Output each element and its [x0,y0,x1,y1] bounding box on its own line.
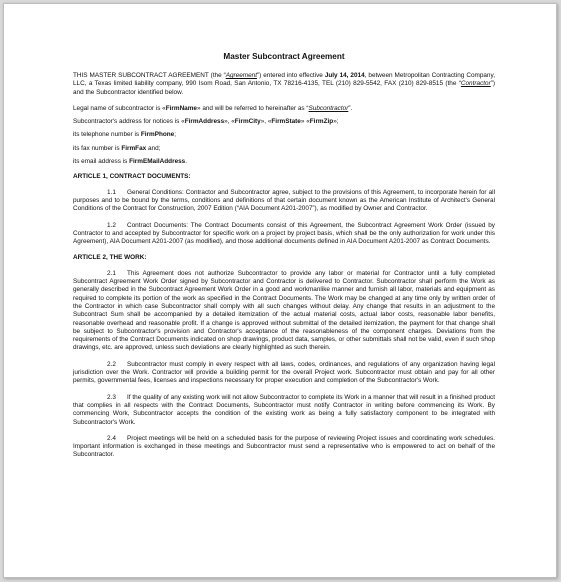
contractor-term: Contractor [460,80,491,88]
line-text: », « [224,118,235,126]
effective-date: July 14, 2014 [324,72,365,79]
line-text: its email address is [73,158,130,166]
page-title: Master Subcontract Agreement [223,52,345,61]
section-number: 2.4 [107,434,116,442]
firm-email-field: FirmEMailAddress [129,158,186,166]
intro-text: , between Metropolitan Contracting Company, LLC, a Texas limited liability company, 990 Isom Road, San Antonio, TX 78216-4135, TEL (210) 829-5542, FAX (210) 829-8515 (the “ [73,72,495,88]
intro-text: ”) and the Subcontractor identified below. [73,80,495,96]
section-2-1 [73,270,495,353]
firm-state-field: FirmState [271,118,301,126]
line-text: » « [300,118,310,126]
section-number: 1.2 [107,221,116,229]
firm-phone-field: FirmPhone [140,131,175,139]
section-text: General Conditions: Contractor and Subcontractor agree, subject to the provisions of this Agreement, to incorporate herein for all purposes and to be bound by the terms, conditions and definitions of that certain document known as the American Institute of Architect's General Conditions of the Contract for Construction, 2007 Edition (“AIA Document A201-2007”), as modified by Owner and Contractor. [73,188,495,213]
intro-paragraph [73,72,495,97]
article-1-heading: ARTICLE 1, CONTRACT DOCUMENTS: [73,173,191,181]
email-line [73,158,495,166]
section-text: Contract Documents: The Contract Documents consist of this Agreement, the Subcontract Agreement Work Order (issued by Contractor to and accepted by Subcontractor for specific work on a project by project basis, which shall be the only authorization for work under this Agreement), AIA Document A201-2007 (as modified), and those additional documents defined in AIA Document A201-2007 as Contract Documents. [73,221,495,246]
document-body [73,52,495,466]
firm-address-field: FirmAddress [184,118,225,126]
agreement-term: Agreement [225,72,257,79]
firm-fax-field: FirmFax [121,144,147,152]
section-text: This Agreement does not authorize Subcontractor to provide any labor or material for Contractor until a fully completed Subcontract Agreement Work Order signed by Subcontractor and Contractor is delivered to Contractor. Subcontractor shall perform the Work as generally described in the Subcontract Agreement Work Order in a good and workmanlike manner and furnish all labor, materials and equipment as required to complete its portion of the work as specified in the Contract Documents. The Work may be changed at any time only by written order of the Contractor in which case Subcontractor shall comply with all such changes without delay. Any change that results in an adjustment to the Subcontract Sum shall be accompanied by a detailed itemization of the actual material costs, actual labor costs, reasonable labor benefits, reasonable overhead and reasonable profit. If a change is approved without submittal of the detailed itemization, the payment for that change shall be subject to Subcontractor's provision and Contractor's acceptance of the reasonableness of the component charges. Deviations from the requirements of the Contract Documents indicated on shop drawings, product data, samples, or other submittals shall not be valid, even if such shop drawings, etc. are approved, unless such deviations are clearly highlighted as such therein. [73,269,495,352]
document-page [3,3,557,578]
section-2-4 [73,435,495,460]
line-text: . [185,158,188,166]
section-number: 2.3 [107,393,116,401]
section-text: If the quality of any existing work will not allow Subcontractor to complete its Work in a manner that will result in a finished product that complies in all respects with the Contract Documents, Subcontractor must notify Contractor in writing before commencing its Work. By commencing Work, Subcontractor accepts the condition of the existing work as being a fully satisfactory component to be integrated with Subcontractor's Work. [73,393,495,426]
intro-text: ”) entered into effective [257,72,325,79]
line-text: »; [333,118,339,126]
line-text: and; [146,144,161,152]
section-1-2 [73,222,495,247]
line-text: Subcontractor's address for notices is « [73,118,185,126]
section-text: Subcontractor must comply in every respect with all laws, codes, ordinances, and regulations of any organization having legal jurisdiction over the Work. Contractor will provide a building permit for the overall Project work. Subcontractor must obtain and pay for all other permits, governmental fees, licenses and inspections necessary for proper execution and completion of the Subcontractor's Work. [73,360,495,385]
intro-text: THIS MASTER SUBCONTRACT AGREEMENT (the “ [73,72,226,79]
phone-line [73,131,495,139]
section-1-1 [73,189,495,214]
subcontractor-term: Subcontractor [308,104,349,112]
section-number: 2.1 [107,269,116,277]
section-number: 2.2 [107,360,116,368]
line-text: » and will be referred to hereinafter as “ [196,104,309,112]
line-text: », « [260,118,272,126]
article-2-heading: ARTICLE 2, THE WORK: [73,254,147,262]
line-text: Legal name of subcontractor is « [73,104,166,112]
firm-zip-field: FirmZip [309,118,334,126]
line-text: its telephone number is [73,131,141,139]
section-text: Project meetings will be held on a scheduled basis for the purpose of reviewing Project issues and coordinating work schedules. Important information is exchanged in these meetings and Subcontractor must send a representative who is empowered to act on behalf of the Subcontractor. [73,434,495,459]
firm-city-field: FirmCity [234,118,261,126]
legal-name-line [73,105,495,113]
line-text: ”. [348,104,353,112]
section-number: 1.1 [107,188,116,196]
section-2-3 [73,394,495,427]
address-line [73,118,495,126]
firm-name-field: FirmName [165,104,197,112]
line-text: its fax number is [73,144,122,152]
section-2-2 [73,361,495,386]
line-text: ; [174,131,177,139]
fax-line [73,145,495,153]
